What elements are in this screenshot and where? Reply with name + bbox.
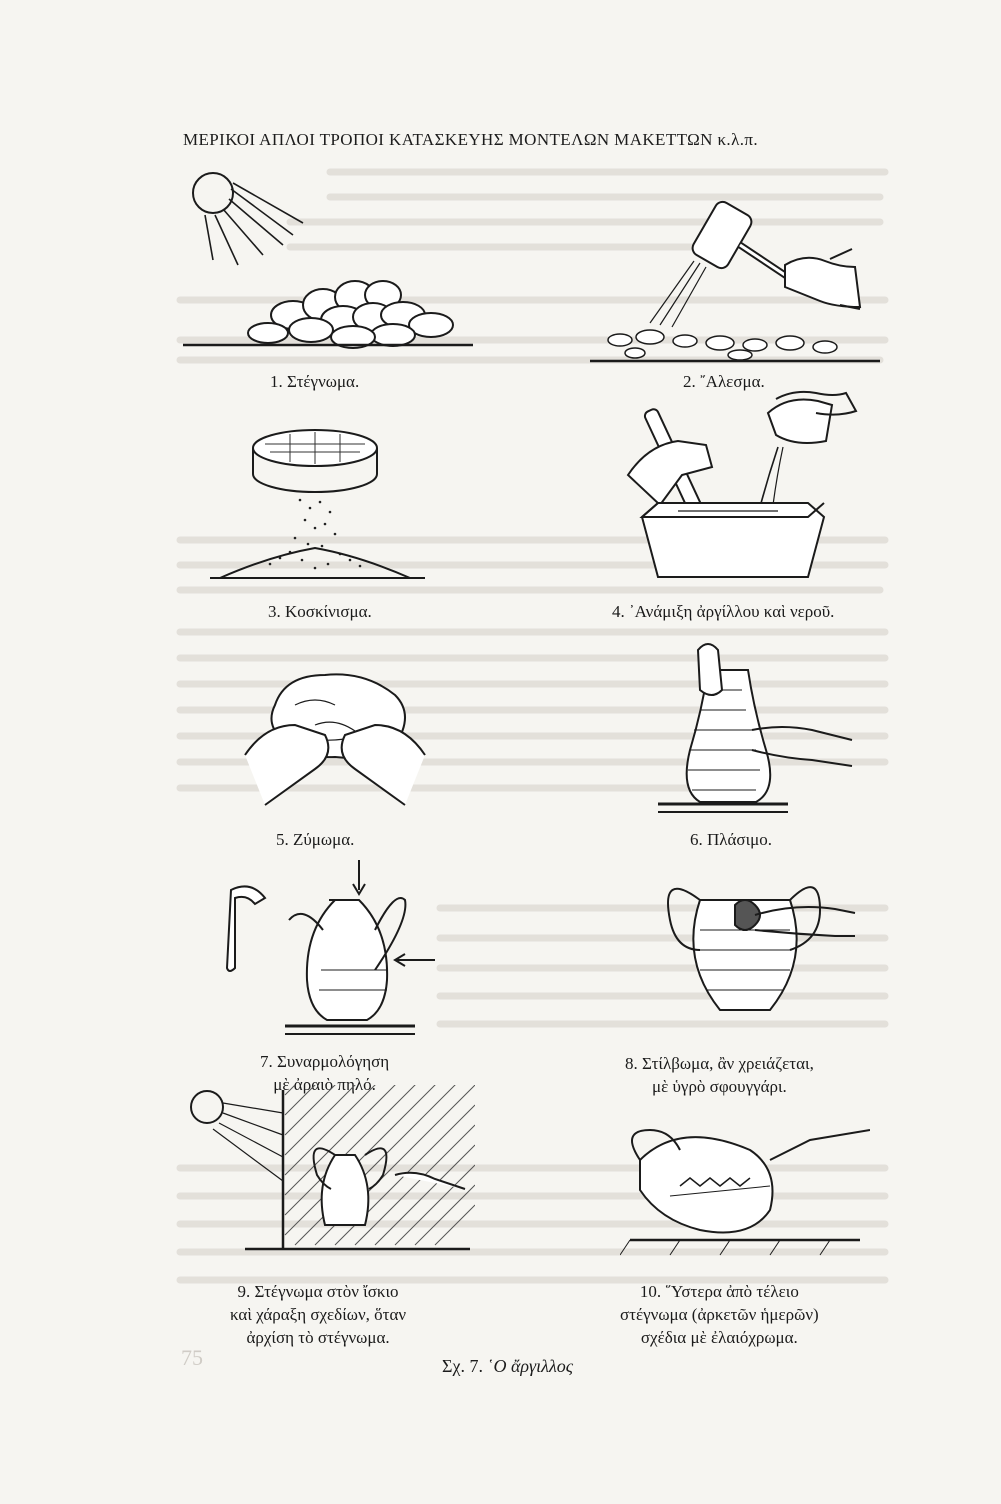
step-10-line1: 10. ῞Υστερα ἀπὸ τέλειο bbox=[639, 1282, 799, 1301]
step-9-line3: ἀρχίση τὸ στέγνωμα. bbox=[246, 1328, 390, 1347]
illustration-shaping bbox=[648, 640, 868, 820]
step-9-line1: 9. Στέγνωμα στὸν ἴσκιο bbox=[237, 1282, 399, 1301]
step-2-caption: 2. ῎Αλεσμα. bbox=[683, 372, 765, 391]
illustration-shade-drying bbox=[185, 1085, 475, 1260]
figure-caption-prefix: Σχ. 7. bbox=[442, 1356, 483, 1376]
step-8-line2: μὲ ὑγρὸ σφουγγάρι. bbox=[652, 1077, 787, 1096]
illustration-burnishing bbox=[660, 860, 870, 1040]
step-9-caption bbox=[230, 1280, 406, 1349]
illustration-sieving bbox=[190, 420, 440, 590]
page-header: ΜΕΡΙΚΟΙ ΑΠΛΟΙ ΤΡΟΠΟΙ ΚΑΤΑΣΚΕΥΗΣ ΜΟΝΤΕΛΩΝ ΜΑΚΕΤΤΩΝ κ.λ.π. bbox=[183, 130, 758, 149]
page-number: 75 bbox=[181, 1345, 203, 1370]
illustration-mixing bbox=[618, 385, 888, 585]
step-1-caption: 1. Στέγνωμα. bbox=[270, 372, 360, 391]
step-4-caption: 4. ᾿Ανάμιξη ἀργίλλου καὶ νεροῦ. bbox=[612, 602, 835, 621]
step-8-line1: 8. Στίλβωμα, ἂν χρειάζεται, bbox=[625, 1054, 814, 1073]
step-7-line2: μὲ ἀραιὸ πηλό. bbox=[273, 1075, 376, 1094]
step-3-caption: 3. Κοσκίνισμα. bbox=[268, 602, 372, 621]
step-6-caption: 6. Πλάσιμο. bbox=[690, 830, 773, 849]
illustration-grinding bbox=[590, 185, 890, 365]
step-10-line3: σχέδια μὲ ἐλαιόχρωμα. bbox=[640, 1328, 798, 1347]
step-5-caption: 5. Ζύμωμα. bbox=[276, 830, 355, 849]
illustration-painting bbox=[620, 1110, 870, 1260]
step-9-line2: καὶ χάραξη σχεδίων, ὅταν bbox=[230, 1305, 407, 1324]
step-10-caption bbox=[620, 1280, 819, 1349]
illustration-assembling bbox=[225, 860, 445, 1040]
step-8-caption bbox=[625, 1052, 814, 1098]
step-10-line2: στέγνωμα (ἀρκετῶν ἡμερῶν) bbox=[620, 1305, 819, 1324]
figure-caption bbox=[442, 1356, 573, 1377]
figure-caption-text: ῾Ο ἄργιλλος bbox=[487, 1356, 574, 1376]
illustration-drying bbox=[183, 165, 473, 365]
illustration-kneading bbox=[225, 665, 445, 815]
step-7-line1: 7. Συναρμολόγηση bbox=[260, 1052, 390, 1071]
